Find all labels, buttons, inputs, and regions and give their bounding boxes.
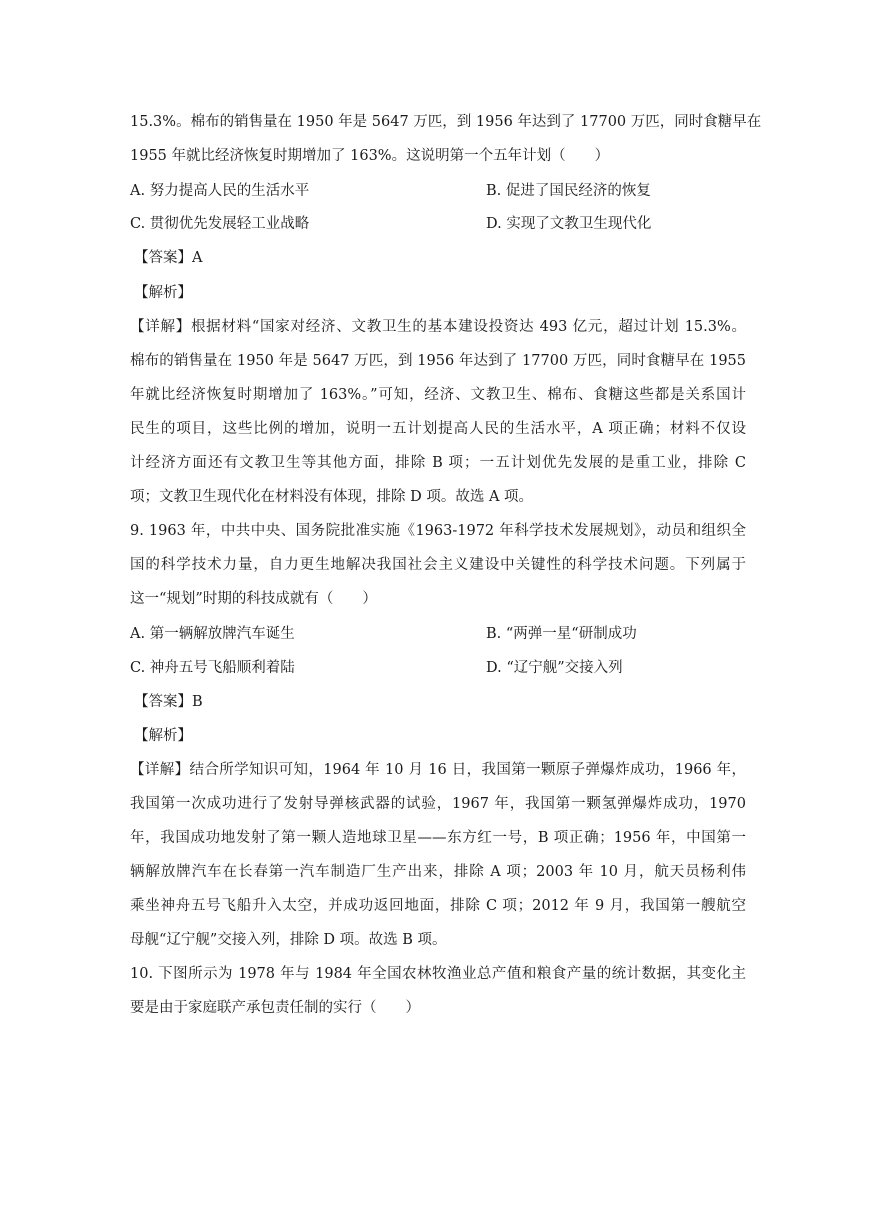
question-8-option-d: D. 实现了文教卫生现代化 xyxy=(486,216,652,232)
question-10-stem-line-2: 要是由于家庭联产承包责任制的实行（ ） xyxy=(130,1000,420,1016)
question-8-option-a: A. 努力提高人民的生活水平 xyxy=(130,183,310,199)
question-9-answer: 【答案】B xyxy=(134,694,203,710)
question-8-detail-line-3: 年就比经济恢复时期增加了 163%。”可知，经济、文教卫生、棉布、食糖这些都是关系国计 xyxy=(130,387,746,403)
question-9-detail-line-6: 母舰“辽宁舰”交接入列，排除 D 项。故选 B 项。 xyxy=(130,932,447,948)
question-9-detail-line-5: 乘坐神舟五号飞船升入太空，并成功返回地面，排除 C 项；2012 年 9 月，我国第一艘航空 xyxy=(130,898,746,914)
question-10-stem-line-1: 10. 下图所示为 1978 年与 1984 年全国农林牧渔业总产值和粮食产量的统计数据，其变化主 xyxy=(130,966,746,982)
question-8-detail-line-2: 棉布的销售量在 1950 年是 5647 万匹，到 1956 年达到了 17700 万匹，同时食糖早在 1955 xyxy=(130,353,746,369)
question-9-detail-line-4: 辆解放牌汽车在长春第一汽车制造厂生产出来，排除 A 项；2003 年 10 月，航天员杨利伟 xyxy=(130,864,746,880)
question-8-detail-line-5: 计经济方面还有文教卫生等其他方面，排除 B 项；一五计划优先发展的是重工业，排除 C xyxy=(130,455,746,471)
question-8-detail-line-4: 民生的项目，这些比例的增加，说明一五计划提高人民的生活水平，A 项正确；材料不仅设 xyxy=(130,421,746,437)
question-8-detail-line-1: 【详解】根据材料“国家对经济、文教卫生的基本建设投资达 493 亿元，超过计划 15.3%。 xyxy=(130,319,746,335)
question-8-stem-line-1: 15.3%。棉布的销售量在 1950 年是 5647 万匹，到 1956 年达到了 17700 万匹，同时食糖早在 xyxy=(130,114,762,130)
question-8-option-b: B. 促进了国民经济的恢复 xyxy=(486,183,651,199)
question-9-detail-line-3: 年，我国成功地发射了第一颗人造地球卫星——东方红一号，B 项正确；1956 年，中国第一 xyxy=(130,830,746,846)
question-9-option-d: D. “辽宁舰”交接入列 xyxy=(486,660,623,676)
question-8-stem-line-2: 1955 年就比经济恢复时期增加了 163%。这说明第一个五年计划（ ） xyxy=(130,148,610,164)
question-8-analysis-label: 【解析】 xyxy=(134,285,192,301)
question-8-answer: 【答案】A xyxy=(134,250,203,266)
question-9-detail-line-2: 我国第一次成功进行了发射导弹核武器的试验，1967 年，我国第一颗氢弹爆炸成功，1970 xyxy=(130,796,746,812)
question-9-option-b: B. “两弹一星“研制成功 xyxy=(486,626,637,642)
question-9-stem-line-2: 国的科学技术力量，自力更生地解决我国社会主义建设中关键性的科学技术问题。下列属于 xyxy=(130,557,746,573)
question-8-detail-line-6: 项；文教卫生现代化在材料没有体现，排除 D 项。故选 A 项。 xyxy=(130,489,534,505)
question-9-option-c: C. 神舟五号飞船顺利着陆 xyxy=(130,660,295,676)
question-8-option-c: C. 贯彻优先发展轻工业战略 xyxy=(130,216,310,232)
question-9-detail-line-1: 【详解】结合所学知识可知，1964 年 10 月 16 日，我国第一颗原子弹爆炸成功，1966 年， xyxy=(130,762,746,778)
question-9-stem-line-1: 9. 1963 年，中共中央、国务院批准实施《1963-1972 年科学技术发展规划》，动员和组织全 xyxy=(130,523,746,539)
question-9-stem-line-3: 这一“规划”时期的科技成就有（ ） xyxy=(130,591,377,607)
question-9-analysis-label: 【解析】 xyxy=(134,728,192,744)
question-9-option-a: A. 第一辆解放牌汽车诞生 xyxy=(130,626,295,642)
